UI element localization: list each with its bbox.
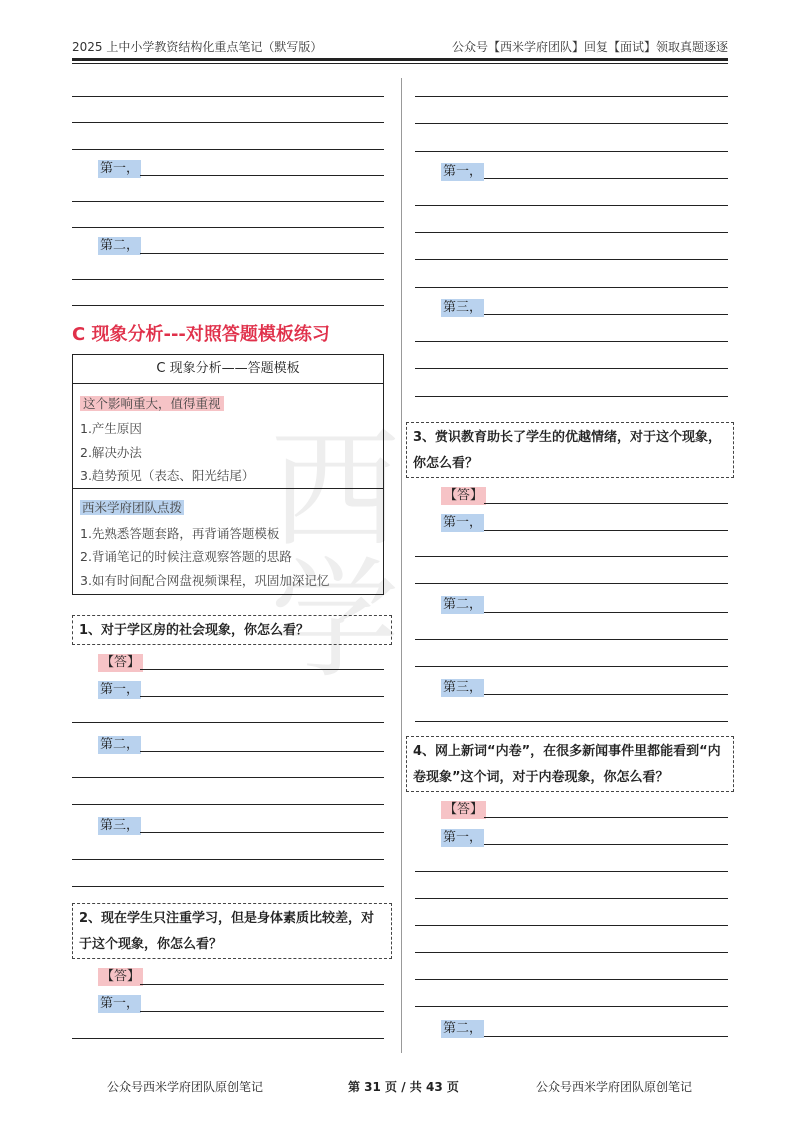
- answer-line: [140, 984, 384, 985]
- answer-line: [140, 832, 384, 833]
- answer-line: [415, 368, 728, 369]
- answer-line: [484, 612, 728, 613]
- template-divider: [73, 488, 383, 489]
- label-first: 第一，: [443, 515, 483, 530]
- answer-line: [415, 583, 728, 584]
- question-4: 4、网上新词“内卷”，在很多新闻事件里都能看到“内卷现象”这个词，对于内卷现象，你怎么看？: [406, 736, 734, 792]
- answer-line: [415, 871, 728, 872]
- template-part1-item: 2.解决办法: [80, 445, 142, 460]
- label-answer: 【答】: [98, 654, 143, 672]
- answer-line: [415, 123, 728, 124]
- label-first: 第一，: [100, 996, 140, 1011]
- answer-line: [72, 201, 384, 202]
- label-answer: 【答】: [441, 801, 486, 819]
- answer-line: [72, 279, 384, 280]
- answer-line: [72, 804, 384, 805]
- label-third: 第三，: [443, 680, 483, 695]
- answer-line: [72, 96, 384, 97]
- label-first: 第一，: [443, 164, 483, 179]
- header-right: 公众号【西米学府团队】回复【面试】领取真题逐逐: [451, 40, 728, 54]
- question-3: 3、赏识教育助长了学生的优越情绪，对于这个现象，你怎么看？: [406, 422, 734, 478]
- answer-line: [72, 122, 384, 123]
- answer-line: [415, 205, 728, 206]
- label-second: 第二，: [443, 1021, 483, 1036]
- answer-line: [415, 556, 728, 557]
- label-answer: 【答】: [98, 968, 143, 986]
- answer-line: [415, 96, 728, 97]
- answer-line: [415, 639, 728, 640]
- answer-line: [484, 694, 728, 695]
- answer-line: [415, 1006, 728, 1007]
- template-part2-item: 2.背诵笔记的时候注意观察答题的思路: [80, 549, 292, 564]
- watermark: 西 学: [270, 414, 401, 696]
- template-part1-item: 3.趋势预见（表态、阳光结尾）: [80, 468, 255, 483]
- answer-line: [415, 341, 728, 342]
- answer-line: [484, 178, 728, 179]
- answer-line: [72, 859, 384, 860]
- footer-right: 公众号西米学府团队原创笔记: [536, 1080, 693, 1094]
- answer-line: [484, 844, 728, 845]
- answer-line: [415, 232, 728, 233]
- template-box: [72, 354, 384, 595]
- answer-line: [72, 722, 384, 723]
- answer-line: [484, 817, 728, 818]
- answer-line: [72, 149, 384, 150]
- column-divider: [401, 78, 402, 1053]
- answer-line: [72, 886, 384, 887]
- label-first: 第一，: [100, 682, 140, 697]
- question-2: 2、现在学生只注重学习，但是身体素质比较差，对于这个现象，你怎么看？: [72, 903, 392, 959]
- label-answer: 【答】: [441, 487, 486, 505]
- answer-line: [140, 1011, 384, 1012]
- template-part2-item: 1.先熟悉答题套路，再背诵答题模板: [80, 526, 280, 541]
- template-part1-item: 1.产生原因: [80, 421, 142, 436]
- label-third: 第三，: [443, 300, 483, 315]
- answer-line: [415, 151, 728, 152]
- template-caption: C 现象分析——答题模板: [73, 355, 383, 384]
- answer-line: [140, 696, 384, 697]
- label-second: 第二，: [443, 597, 483, 612]
- answer-line: [484, 1036, 728, 1037]
- answer-line: [415, 721, 728, 722]
- answer-line: [415, 259, 728, 260]
- answer-line: [415, 666, 728, 667]
- answer-line: [140, 253, 384, 254]
- question-1: 1、对于学区房的社会现象，你怎么看？: [72, 615, 392, 645]
- answer-line: [484, 314, 728, 315]
- answer-line: [140, 669, 384, 670]
- answer-line: [484, 530, 728, 531]
- page-number: 第 31 页 / 共 43 页: [348, 1080, 459, 1094]
- answer-line: [140, 175, 384, 176]
- answer-line: [484, 503, 728, 504]
- answer-line: [415, 925, 728, 926]
- label-second: 第二，: [100, 238, 140, 253]
- label-third: 第三，: [100, 818, 140, 833]
- header-left: 2025 上中小学教资结构化重点笔记（默写版）: [72, 40, 323, 54]
- answer-line: [415, 979, 728, 980]
- answer-line: [415, 898, 728, 899]
- answer-line: [72, 1038, 384, 1039]
- template-part2-title: 西米学府团队点拨: [82, 500, 183, 515]
- template-part2-item: 3.如有时间配合网盘视频课程，巩固加深记忆: [80, 573, 330, 588]
- label-second: 第二，: [100, 737, 140, 752]
- answer-line: [415, 952, 728, 953]
- answer-line: [415, 287, 728, 288]
- header-rule: [72, 58, 728, 61]
- template-part1-title: 这个影响重大，值得重视: [80, 396, 224, 411]
- answer-line: [72, 777, 384, 778]
- header-rule-thin: [72, 63, 728, 64]
- label-first: 第一，: [443, 830, 483, 845]
- answer-line: [72, 305, 384, 306]
- answer-line: [140, 751, 384, 752]
- footer-left: 公众号西米学府团队原创笔记: [107, 1080, 264, 1094]
- answer-line: [415, 396, 728, 397]
- answer-line: [72, 227, 384, 228]
- label-first: 第一，: [100, 161, 140, 176]
- section-title: C 现象分析---对照答题模板练习: [72, 324, 330, 345]
